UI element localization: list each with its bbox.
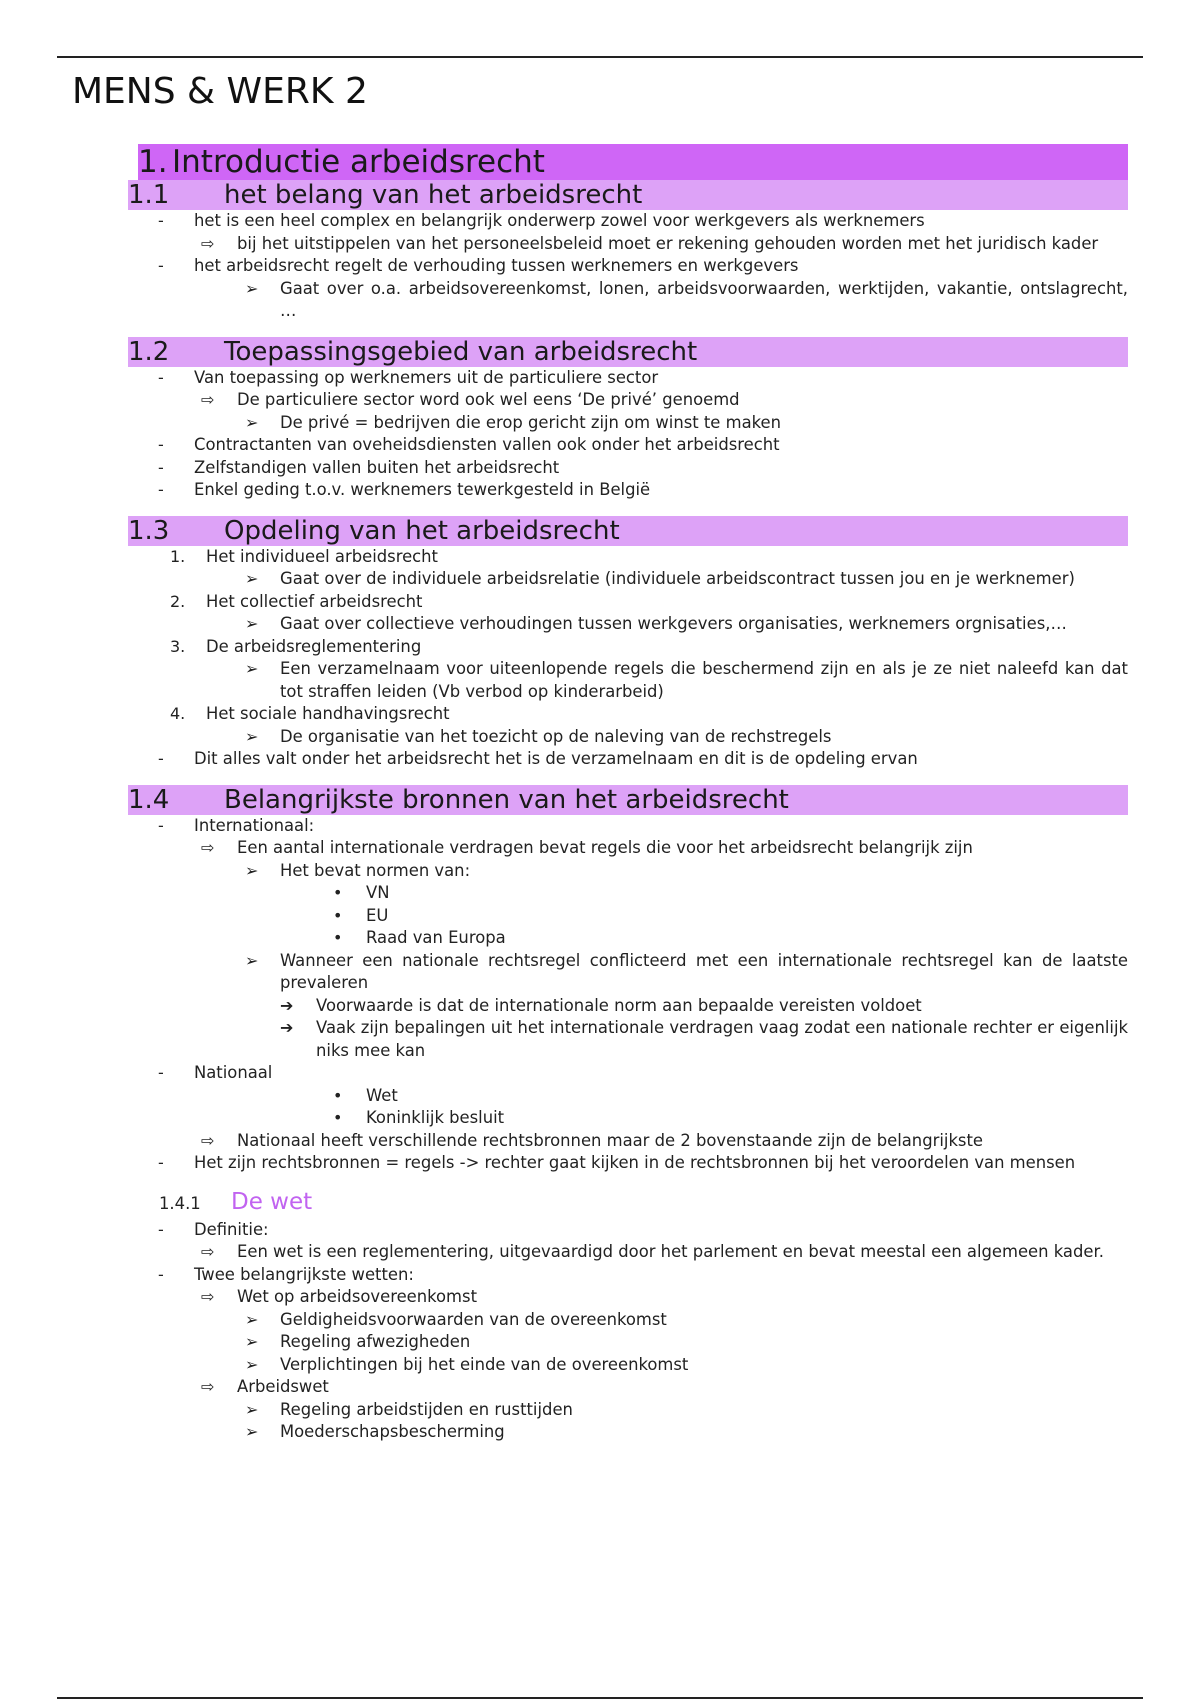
chapter-title: Introductie arbeidsrecht: [172, 144, 545, 180]
list-item: [128, 1241, 1128, 1264]
list-marker: ➢: [245, 860, 259, 880]
list-item: [128, 210, 1128, 233]
list-item-text: Wet op arbeidsovereenkomst: [237, 1287, 477, 1306]
list-marker: ➢: [245, 1422, 259, 1441]
list-item-text: Koninklijk besluit: [366, 1108, 505, 1127]
list-marker: -: [158, 457, 164, 477]
list-item: [128, 1376, 1128, 1399]
list-item-text: Internationaal:: [194, 815, 315, 835]
list-marker: •: [333, 928, 343, 947]
list-item-text: Het collectief arbeidsrecht: [206, 591, 423, 611]
list-item-text: Het individueel arbeidsrecht: [206, 546, 438, 566]
list-item-text: Definitie:: [194, 1219, 269, 1239]
list-marker: ⇨: [201, 838, 215, 857]
list-item: [128, 837, 1128, 860]
list-item-text: Nationaal: [194, 1063, 273, 1082]
section-title: het belang van het arbeidsrecht: [224, 180, 643, 210]
list-item: [128, 233, 1128, 256]
section-number: 1.1: [128, 180, 170, 210]
list-item-text: Wanneer een nationale rechtsregel conflicteerd met een internationale rechtsregel kan de laatste prevaleren: [280, 950, 1128, 992]
list-item-text: Zelfstandigen vallen buiten het arbeidsrecht: [194, 457, 560, 477]
list-item: [128, 636, 1128, 659]
list-item-text: De particuliere sector word ook wel eens ‘De privé’ genoemd: [237, 390, 740, 409]
list-item: [128, 860, 1128, 883]
list-item-text: VN: [366, 883, 390, 902]
list-item-text: Regeling arbeidstijden en rusttijden: [280, 1399, 573, 1419]
list-item: [128, 479, 1128, 502]
list-marker: ➔: [280, 1018, 294, 1037]
list-marker: -: [158, 749, 164, 768]
section-heading: [128, 180, 1128, 210]
list-marker: ⇨: [201, 390, 215, 409]
list-item-text: Het zijn rechtsbronnen = regels -> rechter gaat kijken in de rechtsbronnen bij het veroordelen van mensen: [194, 1153, 1076, 1172]
list-marker: -: [158, 1153, 164, 1172]
list-marker: ➢: [245, 726, 259, 746]
list-marker: ➢: [245, 1332, 259, 1351]
list-marker: 4.: [170, 704, 186, 723]
list-marker: -: [158, 1264, 164, 1284]
section-number: 1.4: [128, 784, 170, 815]
list-marker: ➢: [245, 614, 259, 633]
list-marker: ➔: [280, 995, 294, 1015]
list-item: [128, 658, 1128, 703]
list-marker: ⇨: [201, 233, 215, 253]
list-item-text: Een wet is een reglementering, uitgevaardigd door het parlement en bevat meestal een algemeen kader.: [237, 1242, 1104, 1261]
list-item: [128, 905, 1128, 928]
list-item-text: EU: [366, 905, 389, 925]
list-item-text: Regeling afwezigheden: [280, 1332, 471, 1351]
chapter-number: 1.: [138, 144, 168, 180]
list-item: [128, 457, 1128, 480]
list-marker: -: [158, 435, 164, 454]
section-number: 1.3: [128, 515, 170, 546]
list-item-text: Enkel geding t.o.v. werknemers tewerkgesteld in België: [194, 480, 651, 499]
list-item: [128, 927, 1128, 950]
list-item-text: De privé = bedrijven die erop gericht zijn om winst te maken: [280, 412, 781, 432]
list-marker: -: [158, 1219, 164, 1239]
list-item: [128, 1331, 1128, 1354]
list-marker: 1.: [170, 546, 186, 566]
section-title: Toepassingsgebied van arbeidsrecht: [224, 336, 698, 367]
list-item-text: Wet: [366, 1085, 398, 1105]
list-marker: -: [158, 367, 164, 387]
list-marker: ➢: [245, 950, 259, 970]
list-item: [128, 434, 1128, 457]
subsection-heading: [128, 1187, 1128, 1219]
list-item: [128, 815, 1128, 838]
list-item: [128, 1399, 1128, 1422]
list-item-text: Voorwaarde is dat de internationale norm aan bepaalde vereisten voldoet: [316, 995, 922, 1015]
chapter-heading: [138, 144, 1128, 180]
list-item-text: Nationaal heeft verschillende rechtsbronnen maar de 2 bovenstaande zijn de belangrijkste: [237, 1130, 983, 1150]
list-marker: -: [158, 480, 164, 499]
list-marker: -: [158, 256, 164, 275]
list-item: [128, 1152, 1128, 1175]
list-marker: ⇨: [201, 1242, 215, 1261]
list-marker: ⇨: [201, 1130, 215, 1150]
list-marker: ⇨: [201, 1287, 215, 1306]
list-item-text: De arbeidsreglementering: [206, 636, 422, 656]
list-marker: ➢: [245, 278, 259, 298]
list-item-text: Moederschapsbescherming: [280, 1422, 505, 1441]
list-marker: ⇨: [201, 1377, 215, 1396]
list-item: [128, 1219, 1128, 1242]
list-item: [128, 995, 1128, 1018]
list-item: [128, 1107, 1128, 1130]
section-number: 1.2: [128, 336, 170, 367]
list-item-text: Vaak zijn bepalingen uit het internationale verdragen vaag zodat een nationale rechter er eigenlijk niks mee kan: [316, 1018, 1128, 1060]
subsection-number: 1.4.1: [159, 1193, 201, 1213]
list-item-text: Gaat over o.a. arbeidsovereenkomst, lonen, arbeidsvoorwaarden, werktijden, vakantie, ontslagrecht, …: [280, 278, 1128, 320]
list-marker: •: [333, 905, 343, 925]
list-item-text: De organisatie van het toezicht op de naleving van de rechstregels: [280, 726, 832, 746]
document-title: MENS & WERK 2: [72, 71, 368, 112]
list-item-text: Contractanten van oveheidsdiensten vallen ook onder het arbeidsrecht: [194, 435, 780, 454]
list-item: [128, 591, 1128, 614]
section-heading: [128, 785, 1128, 815]
list-item: [128, 389, 1128, 412]
list-item: [128, 412, 1128, 435]
list-marker: ➢: [245, 569, 259, 588]
list-item-text: Gaat over collectieve verhoudingen tussen werkgevers organisaties, werknemers orgnisaties,…: [280, 614, 1067, 633]
list-marker: -: [158, 1063, 164, 1082]
list-marker: ➢: [245, 659, 259, 678]
list-marker: ➢: [245, 1399, 259, 1419]
list-marker: •: [333, 883, 343, 902]
list-item-text: Een aantal internationale verdragen bevat regels die voor het arbeidsrecht belangrijk zijn: [237, 838, 973, 857]
list-item: [128, 1286, 1128, 1309]
list-item: [128, 726, 1128, 749]
section-gap: [128, 771, 1128, 785]
list-item: [128, 255, 1128, 278]
list-item-text: Geldigheidsvoorwaarden van de overeenkomst: [280, 1309, 667, 1329]
list-item-text: Twee belangrijkste wetten:: [194, 1264, 414, 1284]
list-item-text: het arbeidsrecht regelt de verhouding tussen werknemers en werkgevers: [194, 256, 799, 275]
list-marker: ➢: [245, 1354, 259, 1374]
list-item-text: Het sociale handhavingsrecht: [206, 704, 450, 723]
sections-container: [128, 180, 1128, 1444]
list-marker: 3.: [170, 636, 186, 656]
list-item: [128, 367, 1128, 390]
section-heading: [128, 516, 1128, 546]
list-item-text: Dit alles valt onder het arbeidsrecht het is de verzamelnaam en dit is de opdeling ervan: [194, 749, 918, 768]
section-gap: [128, 502, 1128, 516]
list-item-text: Verplichtingen bij het einde van de overeenkomst: [280, 1354, 689, 1374]
list-item: [128, 703, 1128, 726]
list-item: [128, 1017, 1128, 1062]
list-item: [128, 882, 1128, 905]
section-gap: [128, 323, 1128, 337]
list-marker: •: [333, 1085, 343, 1105]
list-item: [128, 278, 1128, 323]
section-title: Opdeling van het arbeidsrecht: [224, 515, 620, 546]
list-item: [128, 1062, 1128, 1085]
subsection-title: De wet: [231, 1188, 313, 1215]
document-body: [128, 144, 1128, 1444]
top-rule: [57, 56, 1143, 58]
bottom-rule: [57, 1697, 1143, 1699]
list-item: [128, 1354, 1128, 1377]
list-item: [128, 1085, 1128, 1108]
list-item: [128, 1264, 1128, 1287]
list-item-text: het is een heel complex en belangrijk onderwerp zowel voor werkgevers als werknemers: [194, 211, 925, 230]
list-item-text: Een verzamelnaam voor uiteenlopende regels die beschermend zijn en als je ze niet naleefd kan dat tot straffen leiden (Vb verbod op kinderarbeid): [280, 659, 1128, 701]
list-marker: -: [158, 211, 164, 230]
list-marker: ➢: [245, 412, 259, 432]
list-marker: 2.: [170, 591, 186, 611]
list-item-text: Het bevat normen van:: [280, 860, 471, 880]
list-item-text: Gaat over de individuele arbeidsrelatie (individuele arbeidscontract tussen jou en je werknemer): [280, 569, 1075, 588]
list-marker: ➢: [245, 1309, 259, 1329]
list-item-text: bij het uitstippelen van het personeelsbeleid moet er rekening gehouden worden met het juridisch kader: [237, 233, 1099, 253]
list-item: [128, 613, 1128, 636]
section-title: Belangrijkste bronnen van het arbeidsrecht: [224, 784, 789, 815]
list-item-text: Van toepassing op werknemers uit de particuliere sector: [194, 367, 659, 387]
list-item: [128, 568, 1128, 591]
section-heading: [128, 337, 1128, 367]
list-item: [128, 1421, 1128, 1444]
list-item: [128, 748, 1128, 771]
list-item-text: Arbeidswet: [237, 1377, 329, 1396]
list-marker: -: [158, 815, 164, 835]
list-item: [128, 546, 1128, 569]
list-item: [128, 1309, 1128, 1332]
list-item: [128, 1130, 1128, 1153]
list-item-text: Raad van Europa: [366, 928, 506, 947]
list-item: [128, 950, 1128, 995]
list-marker: •: [333, 1108, 343, 1127]
